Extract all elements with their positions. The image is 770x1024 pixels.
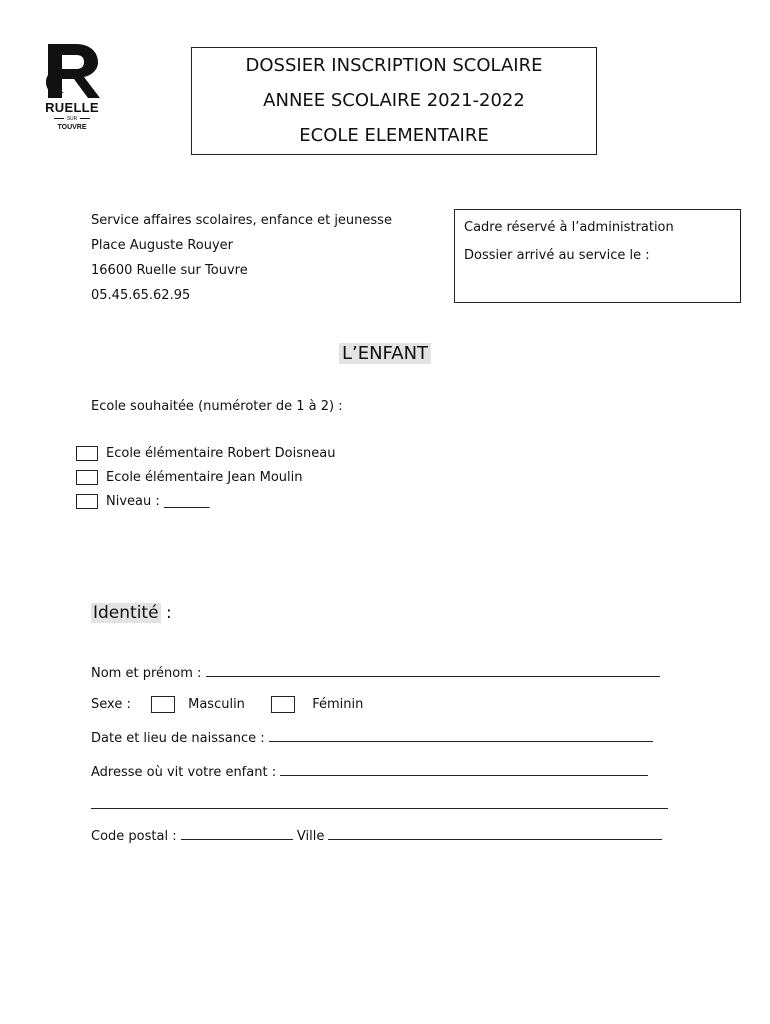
school-choice-moulin[interactable] [76,470,302,487]
school-choice-niveau[interactable] [76,494,209,511]
service-address: Place Auguste Rouyer [91,238,233,253]
school-prompt: Ecole souhaitée (numéroter de 1 à 2) : [91,399,343,414]
field-adresse-continued[interactable] [91,796,668,813]
adresse-line-2[interactable] [91,796,668,809]
service-address-block [91,208,392,308]
identite-heading-text: Identité [93,603,159,623]
choice-label: Ecole élémentaire Robert Doisneau [106,446,336,461]
school-choice-doisneau[interactable] [76,446,335,463]
field-nom-prenom[interactable] [91,664,660,681]
nom-prenom-line[interactable] [206,664,660,677]
title-line-3: ECOLE ELEMENTAIRE [299,125,489,146]
field-sexe [91,696,363,713]
section-heading-enfant [0,343,770,364]
choice-label: Ecole élémentaire Jean Moulin [106,470,303,485]
field-label: Nom et prénom : [91,666,202,681]
admin-reserved-box [454,209,741,303]
code-postal-line[interactable] [181,827,293,840]
service-name: Service affaires scolaires, enfance et jeunesse [91,213,392,228]
field-label: Date et lieu de naissance : [91,731,265,746]
field-code-postal-ville [91,827,662,844]
field-label: Sexe : [91,697,131,712]
field-label: Code postal : [91,829,177,844]
ville-line[interactable] [328,827,662,840]
checkbox-feminin[interactable] [271,696,295,713]
section-heading-identite [91,603,172,623]
checkbox-masculin[interactable] [151,696,175,713]
logo-sub: TOUVRE [57,124,87,131]
checkbox-niveau[interactable] [76,494,98,509]
logo-sur: SUR [36,116,108,122]
adresse-line[interactable] [280,763,648,776]
ruelle-logo [36,42,108,134]
feminin-label: Féminin [312,697,364,712]
logo-name: RUELLE [45,100,99,115]
field-label: Ville [296,829,325,844]
ruelle-monogram-icon [36,42,108,98]
field-adresse[interactable] [91,763,648,780]
section-heading-enfant-text: L’ENFANT [339,343,431,364]
naissance-line[interactable] [269,729,653,742]
masculin-label: Masculin [188,697,245,712]
title-box [191,47,597,155]
service-city: 16600 Ruelle sur Touvre [91,263,248,278]
field-label: Adresse où vit votre enfant : [91,765,277,780]
title-line-1: DOSSIER INSCRIPTION SCOLAIRE [245,55,543,76]
service-phone: 05.45.65.62.95 [91,288,191,303]
admin-title: Cadre réservé à l’administration [464,220,674,235]
field-naissance[interactable] [91,729,653,746]
admin-arrival-label: Dossier arrivé au service le : [464,248,650,263]
choice-label: Niveau : _______ [106,494,210,509]
identite-colon: : [160,603,172,623]
checkbox-moulin[interactable] [76,470,98,485]
checkbox-doisneau[interactable] [76,446,98,461]
title-line-2: ANNEE SCOLAIRE 2021-2022 [263,90,525,111]
